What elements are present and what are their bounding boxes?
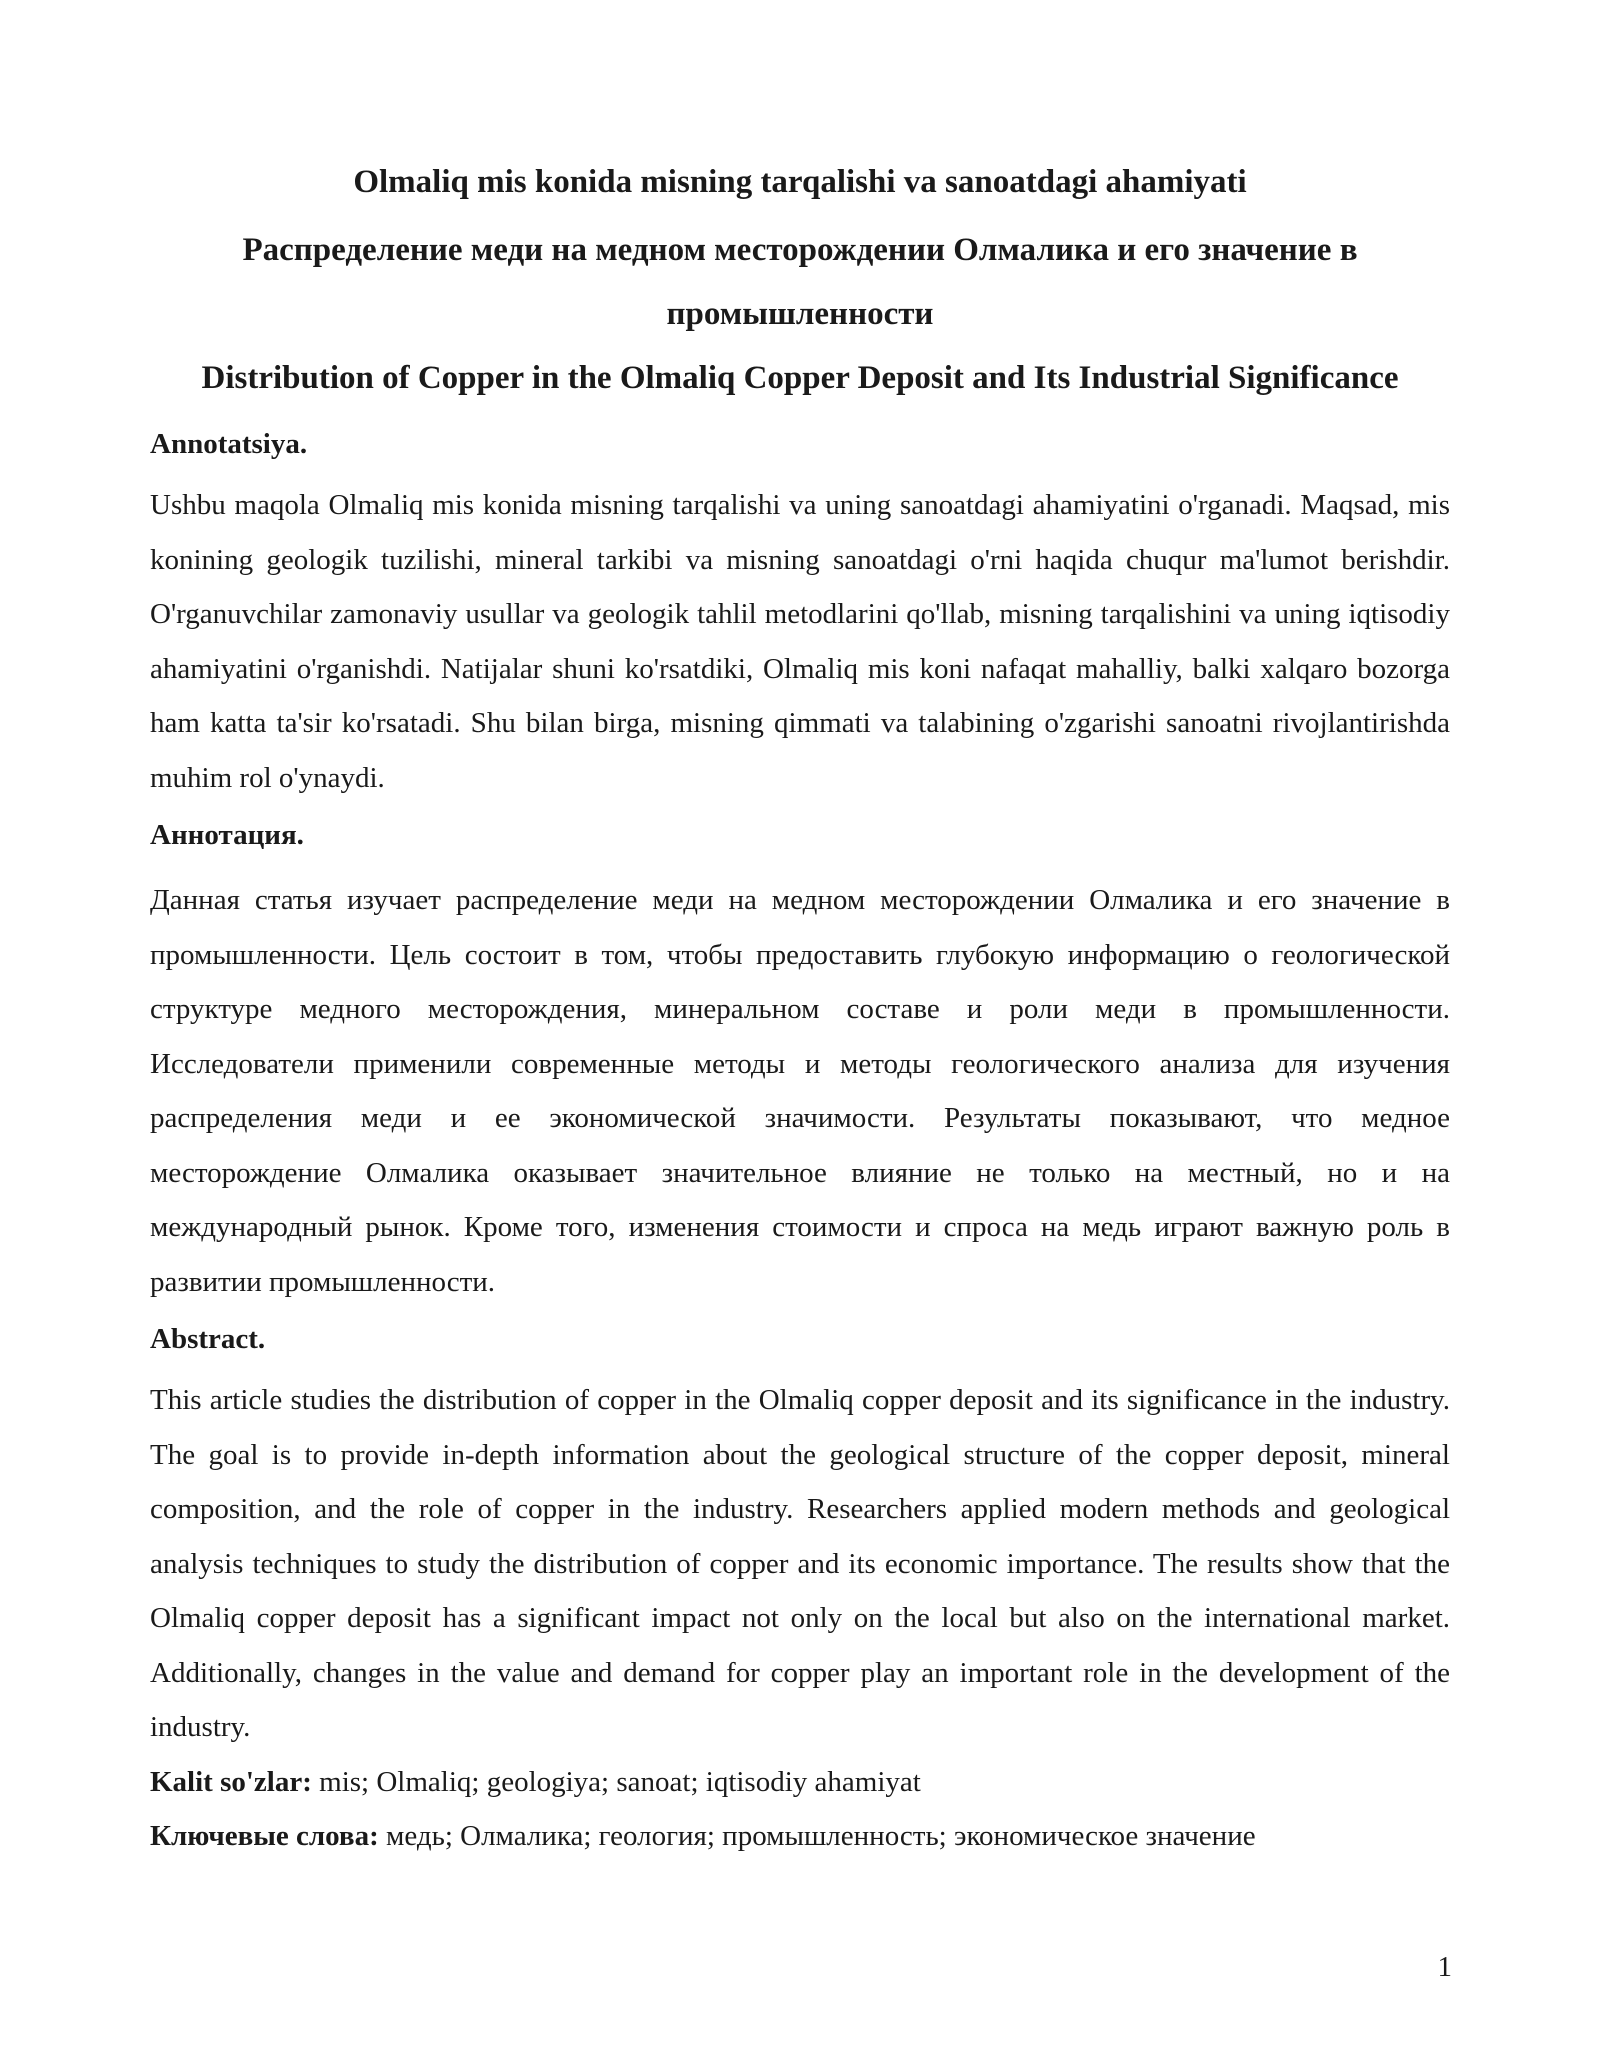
keywords-russian-text: медь; Олмалика; геология; промышленность; экономическое значение bbox=[378, 1819, 1256, 1852]
abstract-uzbek-section bbox=[150, 424, 1450, 805]
keywords-russian bbox=[150, 1809, 1450, 1863]
abstract-uzbek-heading: Annotatsiya. bbox=[150, 428, 308, 460]
keywords-uzbek-label: Kalit so'zlar: bbox=[150, 1765, 312, 1798]
abstract-russian-text: Данная статья изучает распределение меди на медном месторождении Олмалика и его значение в промышленности. Цель состоит в том, чтобы предоставить глубокую информацию о геологической структуре медного месторождения, минеральном составе и роли меди в промышленности. Исследователи применили современные методы и методы геологического анализа для изучения распределения меди и ее экономической значимости. Результаты показывают, что медное месторождение Олмалика оказывает значительное влияние не только на местный, но и на международный рынок. Кроме того, изменения стоимости и спроса на медь играют важную роль в развитии промышленности. bbox=[150, 884, 1450, 1298]
keywords-uzbek-text: mis; Olmaliq; geologiya; sanoat; iqtisodiy ahamiyat bbox=[311, 1765, 921, 1798]
abstract-english-section bbox=[150, 1319, 1450, 1755]
abstract-english-heading: Abstract. bbox=[150, 1323, 266, 1355]
title-english: Distribution of Copper in the Olmaliq Copper Deposit and Its Industrial Significance bbox=[201, 360, 1399, 396]
title-russian: Распределение меди на медном месторождении Олмалика и его значение в промышленности bbox=[242, 232, 1358, 332]
abstract-russian-heading: Аннотация. bbox=[150, 819, 304, 851]
document-page bbox=[150, 150, 1450, 1863]
keywords-uzbek bbox=[150, 1755, 1450, 1809]
page-number: 1 bbox=[1437, 1951, 1452, 1983]
keywords-russian-label: Ключевые слова: bbox=[150, 1819, 379, 1852]
abstract-russian-section bbox=[150, 815, 1450, 1309]
abstract-english-text: This article studies the distribution of copper in the Olmaliq copper deposit and its significance in the industry. The goal is to provide in-depth information about the geological structure of the copper deposit, mineral composition, and the role of copper in the industry. Researchers applied modern methods and geological analysis techniques to study the distribution of copper and its economic importance. The results show that the Olmaliq copper deposit has a significant impact not only on the local but also on the international market. Additionally, changes in the value and demand for copper play an important role in the development of the industry. bbox=[150, 1384, 1450, 1743]
title-uzbek: Olmaliq mis konida misning tarqalishi va sanoatdagi ahamiyati bbox=[353, 164, 1247, 200]
abstract-uzbek-text: Ushbu maqola Olmaliq mis konida misning tarqalishi va uning sanoatdagi ahamiyatini o'rganadi. Maqsad, mis konining geologik tuzilishi, mineral tarkibi va misning sanoatdagi o'rni haqida chuqur ma'lumot berishdir. O'rganuvchilar zamonaviy usullar va geologik tahlil metodlarini qo'llab, misning tarqalishini va uning iqtisodiy ahamiyatini o'rganishdi. Natijalar shuni ko'rsatdiki, Olmaliq mis koni nafaqat mahalliy, balki xalqaro bozorga ham katta ta'sir ko'rsatadi. Shu bilan birga, misning qimmati va talabining o'zgarishi sanoatni rivojlantirishda muhim rol o'ynaydi. bbox=[150, 489, 1450, 794]
